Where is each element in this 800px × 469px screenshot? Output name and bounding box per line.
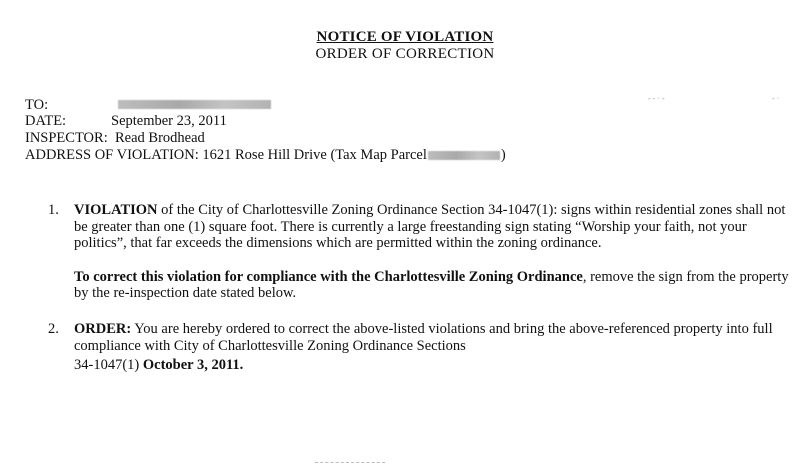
- inspector-value: Read Brodhead: [114, 130, 205, 146]
- scan-artifact-right: -·: [772, 94, 782, 103]
- violation-body: [74, 202, 794, 302]
- correction-lead: To correct this violation for compliance with the Charlottesville Zoning Ordinance: [74, 268, 583, 285]
- order-section: 34-1047(1): [74, 357, 143, 373]
- scan-artifact: --·-: [648, 94, 667, 103]
- violation-text: [74, 202, 794, 252]
- correction-description: , remove the sign from the property by the re-inspection date stated below.: [74, 268, 789, 301]
- to-label: TO:: [25, 97, 49, 113]
- order-description: You are hereby ordered to correct the above-listed violations and bring the above-referenced property into full compliance with City of Charlottesville Zoning Ordinance Sections: [74, 321, 773, 354]
- inspector-line: [25, 130, 205, 147]
- inspector-label: INSPECTOR:: [25, 130, 108, 146]
- address-line: [25, 147, 506, 164]
- violation-lead: VIOLATION: [74, 202, 158, 218]
- notice-title: NOTICE OF VIOLATION: [316, 29, 494, 45]
- order-deadline: October 3, 2011.: [142, 357, 244, 373]
- notice-subtitle: ORDER OF CORRECTION: [315, 46, 495, 62]
- order-body: [74, 321, 794, 354]
- item-number: 2.: [48, 321, 59, 337]
- address-close: ): [500, 147, 506, 163]
- correction-text: [74, 269, 794, 302]
- date-line: [25, 113, 227, 130]
- to-line: [25, 97, 48, 114]
- address-label: ADDRESS OF VIOLATION:: [25, 147, 199, 163]
- violation-description: of the City of Charlottesville Zoning Ordinance Section 34-1047(1): signs within residential zones shall not be greater than one (1) square foot. There is currently a large freestanding sign stating “Worship your faith, not your politics”, that far exceeds the dimensions which are permitted within the zoning ordinance.: [74, 202, 786, 251]
- address-value: 1621 Rose Hill Drive (Tax Map Parcel: [202, 147, 427, 163]
- order-deadline-line: [74, 357, 800, 374]
- order-lead: ORDER:: [74, 321, 132, 337]
- date-value: September 23, 2011: [111, 113, 227, 129]
- date-label: DATE:: [25, 113, 67, 129]
- order-text: [74, 321, 794, 354]
- item-number: 1.: [48, 202, 59, 218]
- scan-artifact-bottom: [315, 462, 385, 466]
- redacted-recipient: [118, 100, 271, 109]
- redacted-parcel-number: [428, 151, 500, 160]
